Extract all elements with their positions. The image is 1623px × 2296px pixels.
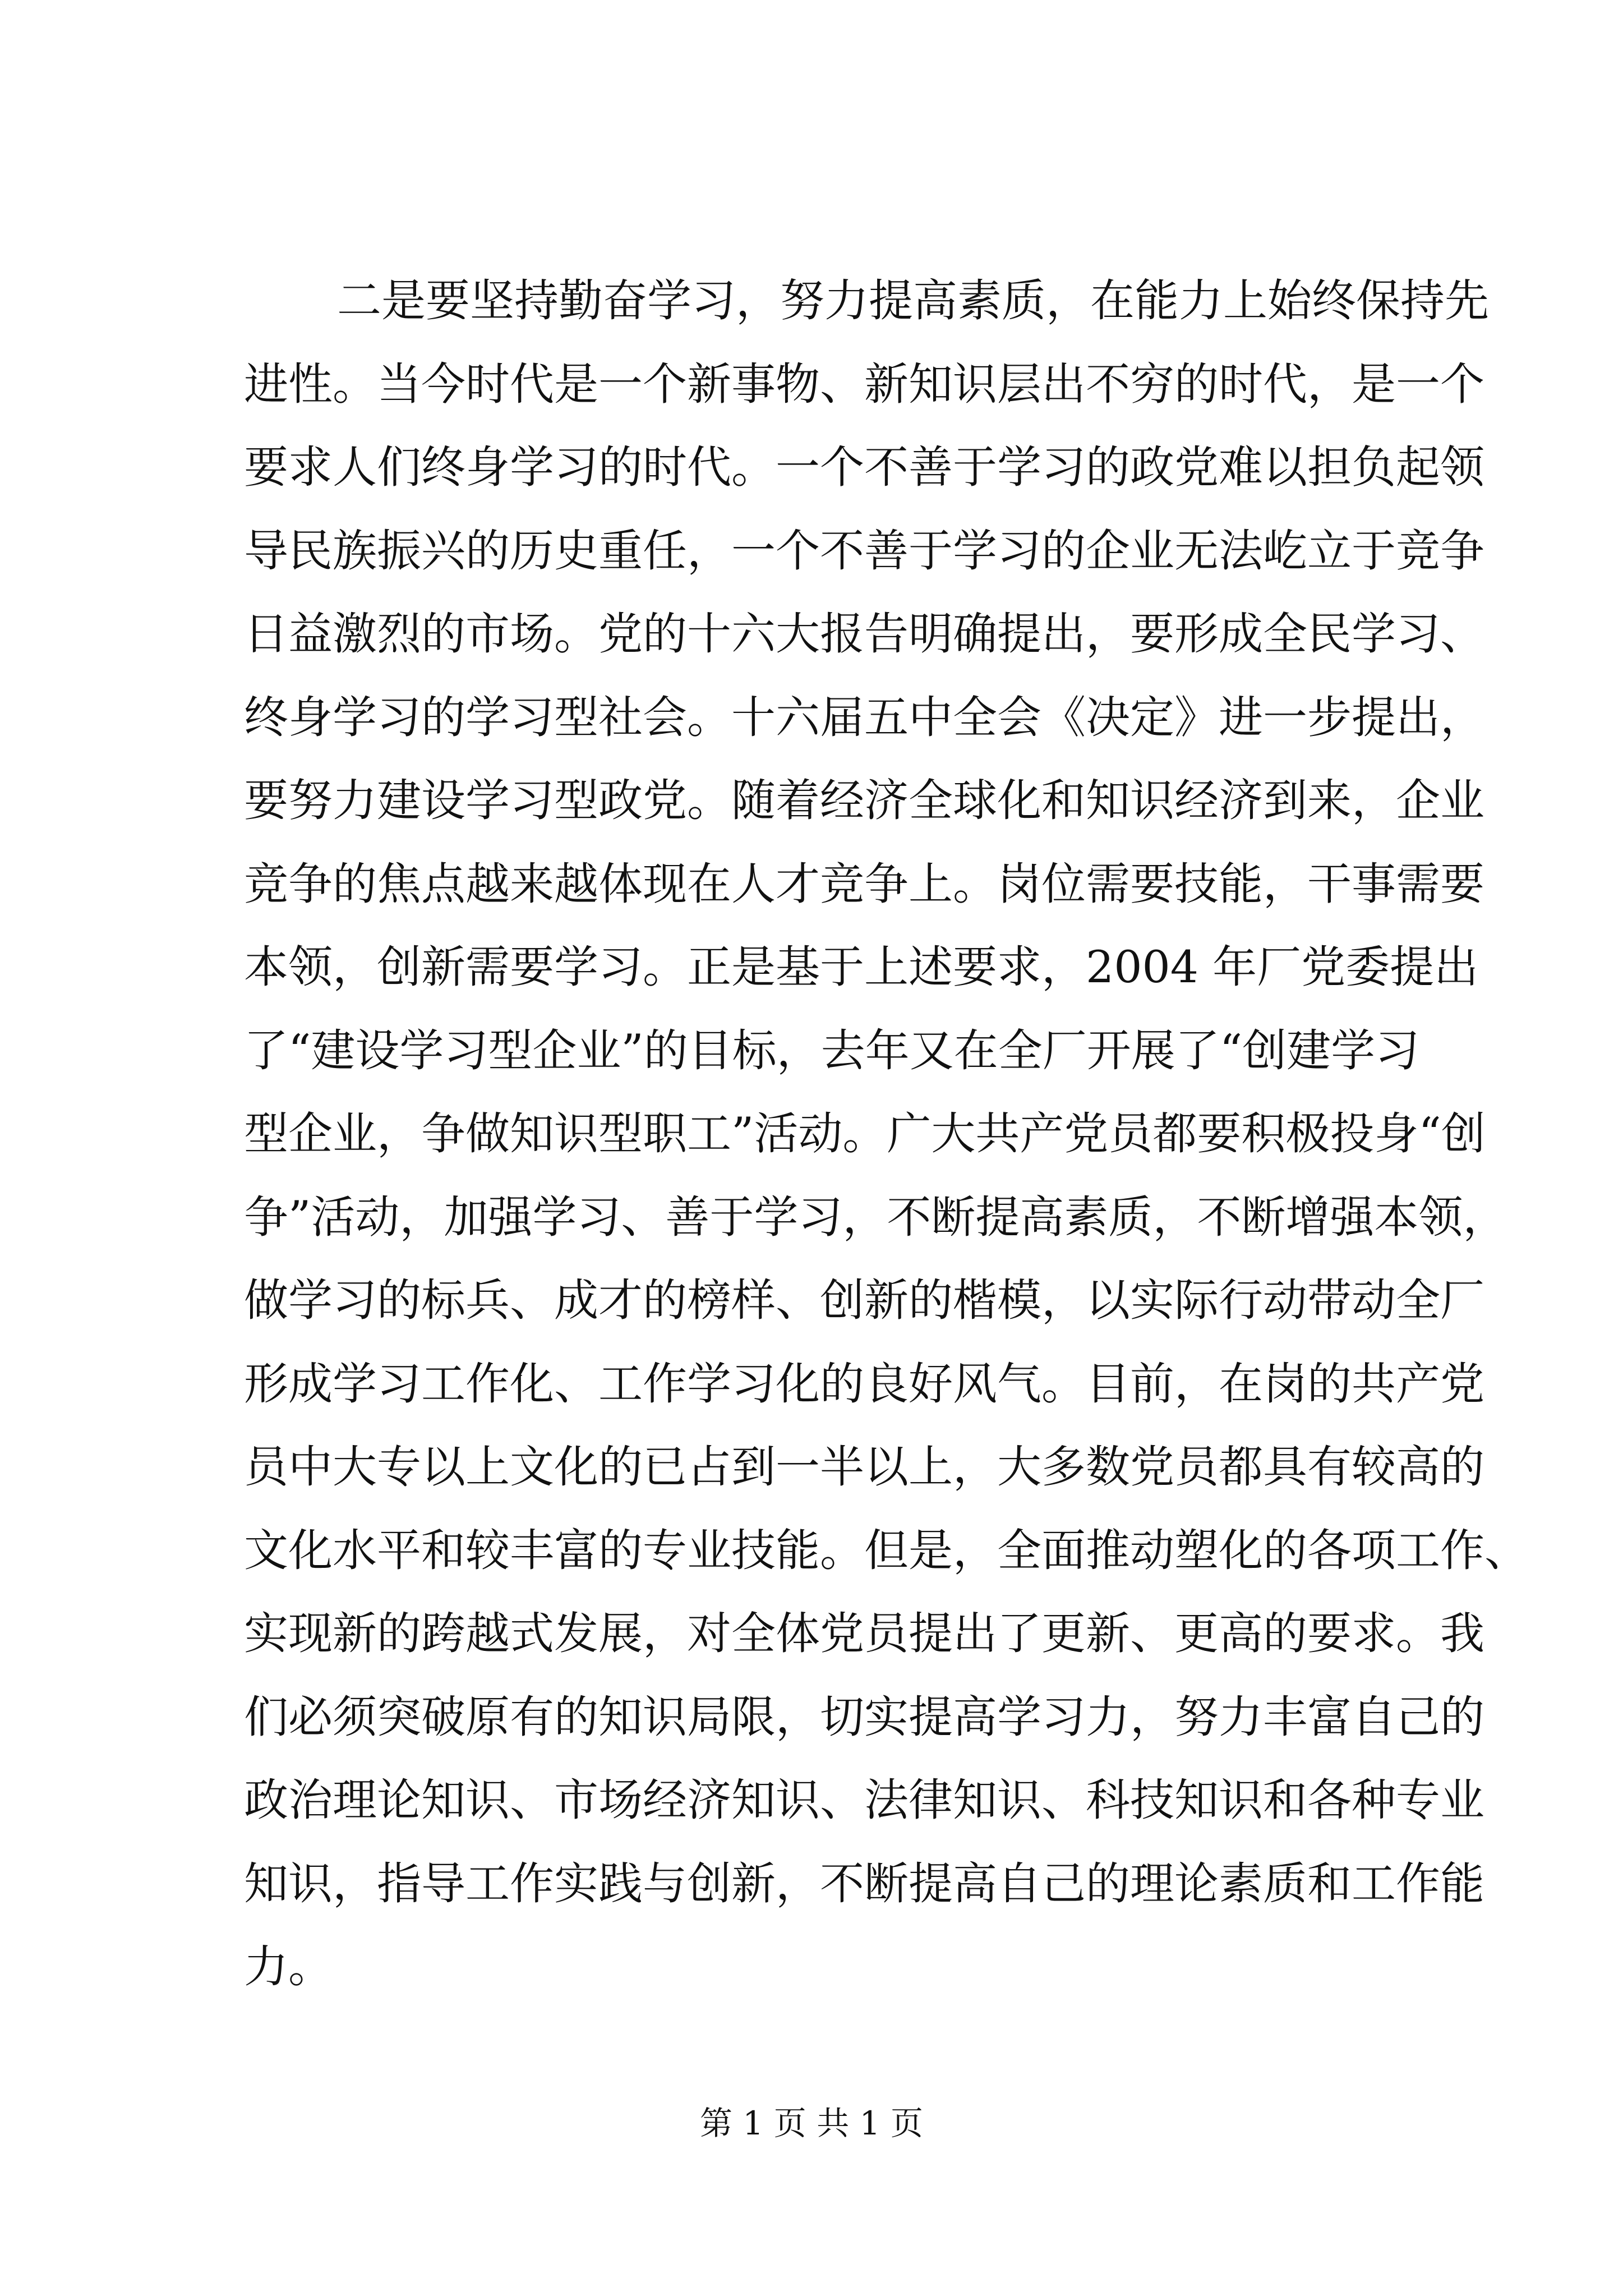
paragraph-line: 知识，指导工作实践与创新，不断提高自己的理论素质和工作能 [244, 1857, 1484, 1910]
paragraph-line: 政治理论知识、市场经济知识、法律知识、科技知识和各种专业 [244, 1774, 1484, 1826]
paragraph-line: 形成学习工作化、工作学习化的良好风气。目前，在岗的共产党 [244, 1358, 1484, 1410]
paragraph-line: 型企业，争做知识型职工”活动。广大共产党员都要积极投身“创 [244, 1108, 1486, 1159]
paragraph-line: 二是要坚持勤奋学习，努力提高素质，在能力上始终保持先 [337, 275, 1489, 326]
paragraph-line: 争”活动，加强学习、善于学习，不断提高素质，不断增强本领， [244, 1191, 1507, 1243]
page-number: 第 1 页 共 1 页 [700, 2104, 923, 2142]
paragraph-line: 了“建设学习型企业”的目标，去年又在全厂开展了“创建学习 [244, 1024, 1420, 1076]
paragraph-line: 文化水平和较丰富的专业技能。但是，全面推动塑化的各项工作、 [244, 1524, 1529, 1576]
paragraph-line: 员中大专以上文化的已占到一半以上，大多数党员都具有较高的 [244, 1441, 1484, 1493]
paragraph-line: 要求人们终身学习的时代。一个不善于学习的政党难以担负起领 [244, 441, 1484, 493]
page-footer [0, 2101, 1623, 2146]
paragraph-line: 竞争的焦点越来越体现在人才竞争上。岗位需要技能，干事需要 [244, 858, 1484, 910]
paragraph-line: 日益激烈的市场。党的十六大报告明确提出，要形成全民学习、 [244, 608, 1484, 660]
paragraph-line: 力。 [244, 1941, 333, 1993]
paragraph-line: 导民族振兴的历史重任，一个不善于学习的企业无法屹立于竞争 [244, 524, 1484, 577]
paragraph-line: 进性。当今时代是一个新事物、新知识层出不穷的时代，是一个 [244, 358, 1484, 410]
paragraph-line: 终身学习的学习型社会。十六届五中全会《决定》进一步提出， [244, 691, 1484, 743]
paragraph-line: 做学习的标兵、成才的榜样、创新的楷模，以实际行动带动全厂 [244, 1274, 1484, 1326]
body-paragraph [244, 259, 1529, 2009]
paragraph-line: 实现新的跨越式发展，对全体党员提出了更新、更高的要求。我 [244, 1608, 1484, 1659]
paragraph-line: 们必须突破原有的知识局限，切实提高学习力，努力丰富自己的 [244, 1691, 1484, 1743]
paragraph-line: 要努力建设学习型政党。随着经济全球化和知识经济到来，企业 [244, 775, 1484, 826]
paragraph-line: 本领，创新需要学习。正是基于上述要求，2004 年厂党委提出 [244, 941, 1479, 993]
